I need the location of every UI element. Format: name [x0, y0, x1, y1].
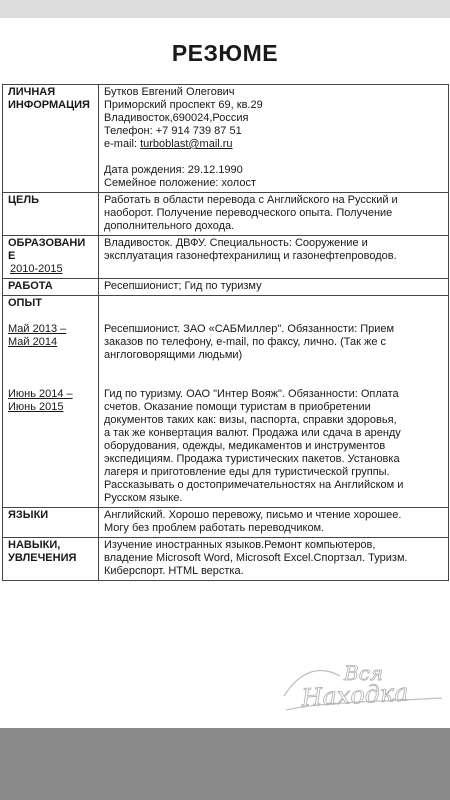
top-bar	[0, 0, 450, 18]
address-line-2: Владивосток,690024,Россия	[104, 112, 249, 124]
spacer	[104, 362, 445, 375]
page-title: РЕЗЮМЕ	[171, 40, 279, 66]
watermark-word-1: Вся	[344, 661, 384, 685]
skills-line-2: владение Microsoft Word, Microsoft Excel.Спортзал. Туризм.	[104, 552, 408, 564]
label-experience-text: ОПЫТ	[8, 297, 42, 309]
education-years: 2010-2015	[10, 263, 63, 275]
job-2-line-6: экспедициям. Продажа туристических пакетов. Установка	[104, 453, 400, 465]
spacer	[8, 310, 95, 323]
goal-line-2: наоборот. Получение переводческого опыта. Получение	[104, 207, 393, 219]
birth-date: Дата рождения: 29.12.1990	[104, 164, 243, 176]
address-line-1: Приморский проспект 69, кв.29	[104, 99, 263, 111]
job-2-line-4: а так же конвертация валют. Продажа или сдача в аренду	[104, 427, 401, 439]
row-skills	[3, 538, 449, 581]
row-personal	[3, 85, 449, 193]
job-1-line-1: Ресепшионист. ЗАО «САБМиллер". Обязанности: Прием	[104, 323, 395, 335]
value-goal	[99, 193, 449, 236]
job-2-line-1: Гид по туризму. ОАО "Интер Вояж". Обязанности: Оплата	[104, 388, 399, 400]
spacer	[104, 297, 445, 310]
spacer	[104, 151, 445, 164]
job-1-line-3: англоговорящими людьми)	[104, 349, 243, 361]
row-experience	[3, 296, 449, 508]
value-personal	[99, 85, 449, 193]
watermark-logo	[282, 658, 450, 728]
family-status: Семейное положение: холост	[104, 177, 256, 189]
job-2-line-7: лагеря и приготовление еды для туристической группы.	[104, 466, 390, 478]
label-education	[3, 236, 99, 279]
label-education-line-1: ОБРАЗОВАНИ	[8, 237, 86, 249]
period-1-start: Май 2013 –	[8, 323, 67, 335]
work-value: Ресепшионист; Гид по туризму	[104, 280, 262, 292]
period-2-end: Июнь 2015	[8, 401, 64, 413]
email-link[interactable]: turboblast@mail.ru	[140, 138, 233, 150]
spacer	[104, 310, 445, 323]
label-experience	[3, 296, 99, 508]
goal-line-1: Работать в области перевода с Английского на Русский и	[104, 194, 398, 206]
full-name: Бутков Евгений Олегович	[104, 86, 235, 98]
phone: Телефон: +7 914 739 87 51	[104, 125, 242, 137]
label-skills	[3, 538, 99, 581]
bottom-bar	[0, 728, 450, 800]
job-2-line-9: Русском языке.	[104, 492, 183, 504]
languages-line-1: Английский. Хорошо перевожу, письмо и чтение хорошее.	[104, 509, 402, 521]
row-goal	[3, 193, 449, 236]
email-prefix: e-mail:	[104, 138, 141, 150]
row-languages	[3, 508, 449, 538]
spacer	[104, 375, 445, 388]
label-skills-line-1: НАВЫКИ,	[8, 539, 61, 551]
value-experience	[99, 296, 449, 508]
job-2-line-3: документов таких как: визы, паспорта, справки здоровья,	[104, 414, 397, 426]
resume-table	[2, 84, 449, 581]
label-goal	[3, 193, 99, 236]
label-personal-line-1: ЛИЧНАЯ	[8, 86, 56, 98]
education-line-1: Владивосток. ДВФУ. Специальность: Сооружение и	[104, 237, 368, 249]
row-work	[3, 279, 449, 296]
label-education-line-2: Е	[8, 250, 16, 262]
label-skills-line-2: УВЛЕЧЕНИЯ	[8, 552, 77, 564]
label-work	[3, 279, 99, 296]
goal-line-3: дополнительного дохода.	[104, 220, 235, 232]
value-work	[99, 279, 449, 296]
watermark-word-2: Находка	[300, 678, 410, 712]
label-personal-line-2: ИНФОРМАЦИЯ	[8, 99, 90, 111]
email-line	[104, 138, 445, 151]
label-work-text: РАБОТА	[8, 280, 53, 292]
label-goal-text: ЦЕЛЬ	[8, 194, 39, 206]
education-line-2: эксплуатация газонефтехранилищ и газонефтепроводов.	[104, 250, 397, 262]
job-1-line-2: заказов по телефону, e-mail, по факсу, лично. (Так же с	[104, 336, 387, 348]
label-languages-text: ЯЗЫКИ	[8, 509, 49, 521]
skills-line-3: Киберспорт. HTML верстка.	[104, 565, 244, 577]
row-education	[3, 236, 449, 279]
job-2-line-8: Рассказывать о достопримечательностях на Английском и	[104, 479, 404, 491]
value-education	[99, 236, 449, 279]
period-1-end: Май 2014	[8, 336, 58, 348]
spacer	[8, 349, 95, 388]
label-languages	[3, 508, 99, 538]
languages-line-2: Могу без проблем работать переводчиком.	[104, 522, 325, 534]
value-skills	[99, 538, 449, 581]
period-2-start: Июнь 2014 –	[8, 388, 73, 400]
label-personal	[3, 85, 99, 193]
job-2-line-5: оборудования, одежды, медикаментов и инструментов	[104, 440, 386, 452]
job-2-line-2: счетов. Оказание помощи туристам в приобретении	[104, 401, 371, 413]
skills-line-1: Изучение иностранных языков.Ремонт компьютеров,	[104, 539, 376, 551]
value-languages	[99, 508, 449, 538]
